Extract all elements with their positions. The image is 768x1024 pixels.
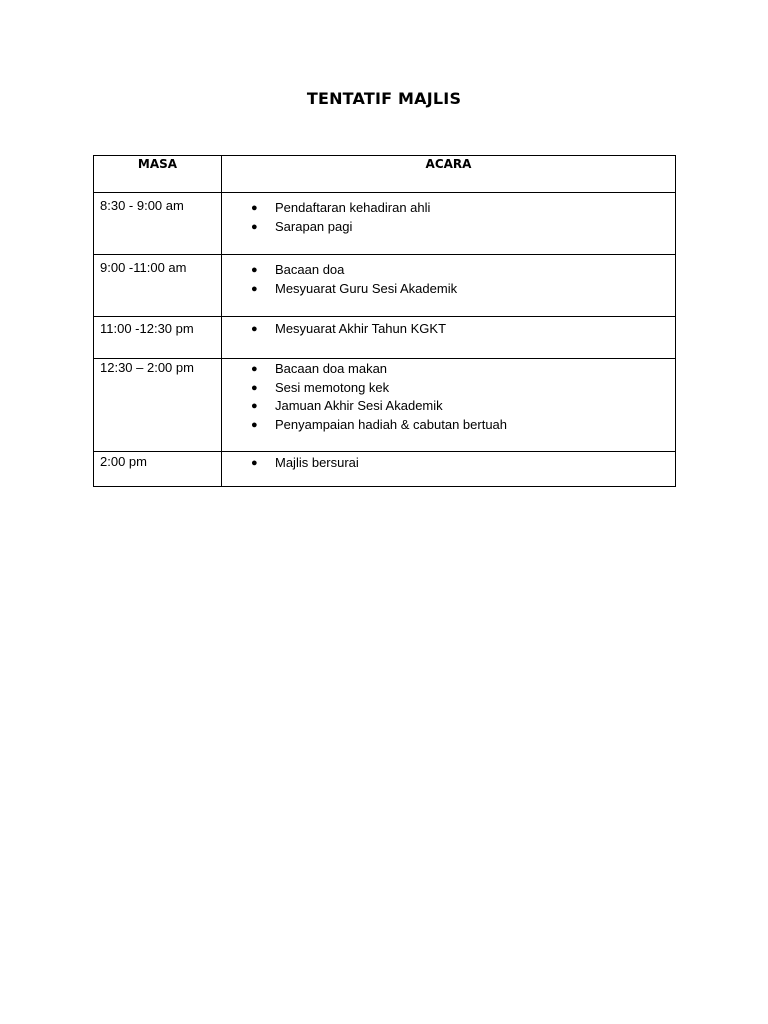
bullet-icon: ●: [251, 323, 258, 335]
bullet-icon: ●: [251, 363, 258, 375]
activity-list: [222, 320, 675, 339]
list-item-label: Mesyuarat Akhir Tahun KGKT: [275, 321, 447, 336]
list-item-label: Mesyuarat Guru Sesi Akademik: [275, 280, 458, 296]
list-item: [222, 218, 675, 237]
header-acara-label: ACARA: [425, 157, 472, 171]
list-item-label: Bacaan doa makan: [275, 361, 388, 376]
activity-cell: [222, 193, 676, 255]
header-masa: [94, 156, 222, 193]
list-item: [222, 416, 675, 435]
table-row: [94, 255, 676, 317]
bullet-icon: ●: [251, 220, 258, 233]
activity-list: [222, 261, 675, 298]
activity-cell: [222, 359, 676, 452]
list-item: [222, 320, 675, 339]
time-cell: 12:30 – 2:00 pm: [94, 359, 222, 452]
bullet-icon: ●: [251, 202, 258, 214]
time-cell: 11:00 -12:30 pm: [94, 317, 222, 359]
bullet-icon: ●: [251, 282, 258, 295]
table-row: [94, 317, 676, 359]
list-item-label: Bacaan doa: [275, 262, 345, 277]
activity-list: [222, 360, 675, 434]
bullet-icon: ●: [251, 457, 258, 469]
activity-cell: [222, 317, 676, 359]
table-row: [94, 359, 676, 452]
schedule-table: [93, 155, 676, 487]
table-row: [94, 452, 676, 487]
list-item: [222, 280, 675, 299]
time-cell: 2:00 pm: [94, 452, 222, 487]
list-item-label: Pendaftaran kehadiran ahli: [275, 200, 431, 215]
list-item: [222, 261, 675, 280]
bullet-icon: ●: [251, 381, 258, 394]
activity-list: [222, 454, 675, 473]
list-item: [222, 379, 675, 398]
table-header-row: [94, 156, 676, 193]
list-item: [222, 360, 675, 379]
header-acara: [222, 156, 676, 193]
document-title: TENTATIF MAJLIS: [306, 89, 462, 108]
list-item-label: Sarapan pagi: [275, 218, 353, 234]
activity-cell: [222, 452, 676, 487]
list-item: [222, 199, 675, 218]
list-item-label: Penyampaian hadiah & cabutan bertuah: [275, 416, 508, 432]
bullet-icon: ●: [251, 418, 258, 431]
bullet-icon: ●: [251, 400, 258, 412]
activity-cell: [222, 255, 676, 317]
time-cell: 8:30 - 9:00 am: [94, 193, 222, 255]
bullet-icon: ●: [251, 264, 258, 276]
time-cell: 9:00 -11:00 am: [94, 255, 222, 317]
list-item-label: Jamuan Akhir Sesi Akademik: [275, 398, 443, 413]
list-item-label: Majlis bersurai: [275, 455, 359, 470]
table-row: [94, 193, 676, 255]
activity-list: [222, 199, 675, 236]
list-item: [222, 454, 675, 473]
header-masa-label: MASA: [137, 157, 178, 171]
list-item-label: Sesi memotong kek: [275, 379, 390, 395]
list-item: [222, 397, 675, 416]
